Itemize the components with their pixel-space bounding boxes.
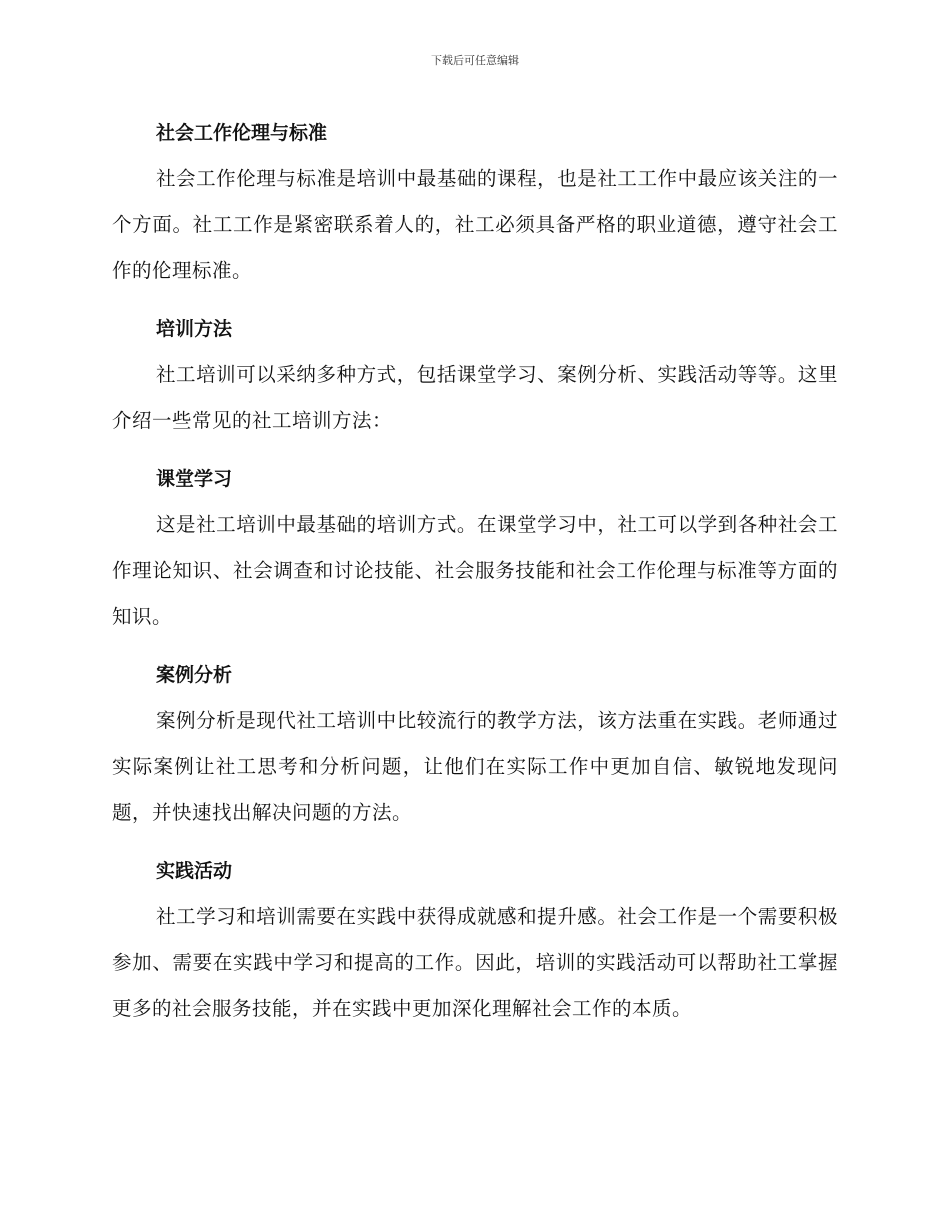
section-classroom bbox=[112, 456, 838, 640]
section-paragraph: 案例分析是现代社工培训中比较流行的教学方法，该方法重在实践。老师通过实际案例让社工思考和分析问题，让他们在实际工作中更加自信、敏锐地发现问题，并快速找出解决问题的方法。 bbox=[112, 709, 838, 824]
page-header: 下载后可任意编辑 bbox=[431, 54, 519, 67]
section-heading: 社会工作伦理与标准 bbox=[156, 122, 328, 144]
section-heading: 案例分析 bbox=[156, 664, 233, 686]
section-ethics bbox=[112, 110, 838, 294]
document-body bbox=[112, 110, 838, 1044]
section-heading: 培训方法 bbox=[156, 318, 233, 340]
section-heading: 课堂学习 bbox=[156, 468, 233, 490]
section-paragraph: 社会工作伦理与标准是培训中最基础的课程，也是社工工作中最应该关注的一个方面。社工工作是紧密联系着人的，社工必须具备严格的职业道德，遵守社会工作的伦理标准。 bbox=[112, 167, 838, 282]
section-methods bbox=[112, 306, 838, 444]
section-paragraph: 社工学习和培训需要在实践中获得成就感和提升感。社会工作是一个需要积极参加、需要在实践中学习和提高的工作。因此，培训的实践活动可以帮助社工掌握更多的社会服务技能，并在实践中更加深化理解社会工作的本质。 bbox=[112, 905, 838, 1020]
section-heading: 实践活动 bbox=[156, 860, 233, 882]
section-practice bbox=[112, 848, 838, 1032]
section-paragraph: 这是社工培训中最基础的培训方式。在课堂学习中，社工可以学到各种社会工作理论知识、社会调查和讨论技能、社会服务技能和社会工作伦理与标准等方面的知识。 bbox=[112, 513, 838, 628]
section-case-analysis bbox=[112, 652, 838, 836]
section-paragraph: 社工培训可以采纳多种方式，包括课堂学习、案例分析、实践活动等等。这里介绍一些常见的社工培训方法： bbox=[112, 363, 838, 432]
